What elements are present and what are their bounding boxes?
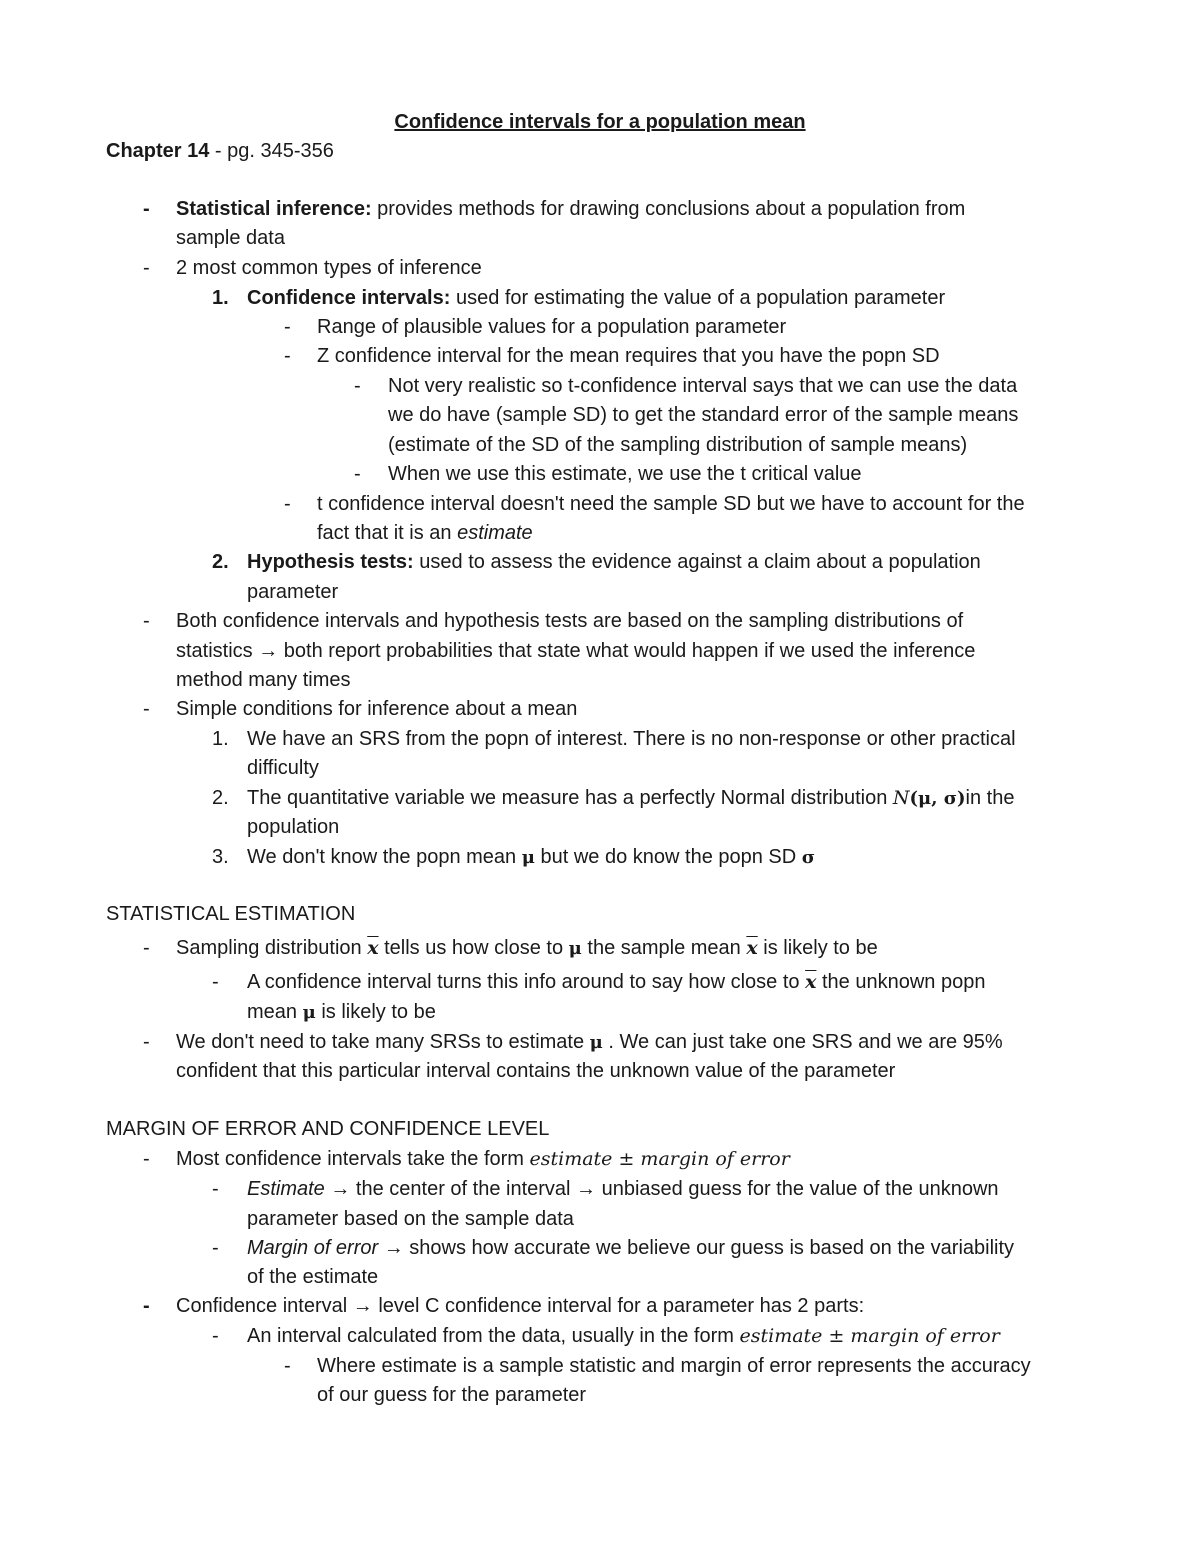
bullet-dash: - (284, 345, 291, 367)
text: The quantitative variable we measure has a perfectly Normal distribution (247, 787, 893, 809)
bullet-form (176, 1145, 790, 1173)
page-title: Confidence intervals for a population mean (394, 111, 806, 133)
list-number: 3. (212, 846, 229, 868)
bullet-dash: - (143, 1031, 150, 1053)
item-hypothesis-tests (247, 548, 981, 576)
math-estimate-margin: estimate ± margin of error (529, 1148, 790, 1170)
definition-text: used to assess the evidence against a claim about a population (413, 551, 981, 573)
item-continuation: parameter (247, 581, 339, 603)
condition-normal-line2: population (247, 816, 340, 838)
subsubitem-where-estimate-line2: of our guess for the parameter (317, 1384, 587, 1406)
bullet-sampling-distribution (176, 934, 878, 963)
subsubitem-where-estimate-line1: Where estimate is a sample statistic and margin of error represents the accuracy (317, 1355, 1031, 1377)
bullet-two-parts: Confidence interval → level C confidence interval for a parameter has 2 parts: (176, 1295, 865, 1317)
math-mu: μ (589, 1032, 603, 1053)
bullet-dash: - (284, 493, 291, 515)
text: We don't need to take many SRSs to estimate (176, 1031, 590, 1053)
heading-statistical-estimation: STATISTICAL ESTIMATION (106, 903, 356, 925)
bullet-dash: - (212, 1325, 219, 1347)
bullet-dash: - (212, 971, 219, 993)
term-confidence-intervals: Confidence intervals: (247, 287, 451, 309)
text: in the (965, 787, 1015, 809)
math-normal: N (892, 787, 910, 809)
list-number: 1. (212, 728, 229, 750)
bullet-dash: - (143, 1295, 150, 1317)
definition-text: provides methods for drawing conclusions about a population from (371, 198, 966, 220)
chapter-label: Chapter 14 (106, 140, 210, 162)
bullet-dash: - (212, 1237, 219, 1259)
text: An interval calculated from the data, usually in the form (247, 1325, 740, 1347)
subsubitem-t-interval-line1: Not very realistic so t-confidence interval says that we can use the data (388, 375, 1018, 397)
text: the sample mean (581, 937, 747, 959)
subitem-margin-line2: of the estimate (247, 1266, 379, 1288)
subitem-z-interval: Z confidence interval for the mean requires that you have the popn SD (317, 345, 940, 367)
heading-margin-of-error: MARGIN OF ERROR AND CONFIDENCE LEVEL (106, 1118, 550, 1140)
item-confidence-intervals (247, 284, 945, 312)
math-mu: μ (302, 1002, 316, 1023)
bullet-continuation: sample data (176, 227, 285, 249)
bullet-dash: - (143, 937, 150, 959)
list-number: 2. (212, 551, 229, 573)
bullet-statistical-inference (176, 195, 965, 223)
subitem-estimate-line1 (247, 1175, 999, 1203)
chapter-pages: - pg. 345-356 (209, 140, 334, 162)
subitem-interval-turns-line1 (247, 968, 985, 996)
subitem-account-estimate-line1: t confidence interval doesn't need the sample SD but we have to account for the (317, 493, 1025, 515)
chapter-reference (106, 137, 334, 165)
condition-srs-line2: difficulty (247, 757, 319, 779)
condition-known-sd (247, 843, 815, 872)
math-estimate-margin: estimate ± margin of error (739, 1325, 1000, 1347)
math-sigma: σ (801, 847, 816, 868)
term-hypothesis-tests: Hypothesis tests: (247, 551, 414, 573)
subitem-plausible-values: Range of plausible values for a population parameter (317, 316, 787, 338)
emphasis: estimate (457, 522, 533, 544)
bullet-dash: - (284, 1355, 291, 1377)
subitem-estimate-line2: parameter based on the sample data (247, 1208, 574, 1230)
bullet-one-srs-line2: confident that this particular interval contains the unknown value of the parameter (176, 1060, 896, 1082)
text: mean (247, 1001, 303, 1023)
text: fact that it is an (317, 522, 458, 544)
condition-normal-line1 (247, 784, 1014, 813)
condition-srs-line1: We have an SRS from the popn of interest. There is no non-response or other practical (247, 728, 1016, 750)
text: Most confidence intervals take the form (176, 1148, 530, 1170)
term-margin-of-error: Margin of error (247, 1237, 379, 1259)
subsubitem-t-interval-line2: we do have (sample SD) to get the standard error of the sample means (388, 404, 1019, 426)
list-number: 2. (212, 787, 229, 809)
bullet-dash: - (143, 257, 150, 279)
bullet-dash: - (284, 316, 291, 338)
text: tells us how close to (378, 937, 569, 959)
list-number: 1. (212, 287, 229, 309)
math-xbar: $\overline{x}$ (805, 971, 817, 993)
subitem-interval-form (247, 1322, 1000, 1350)
bullet-dash: - (354, 463, 361, 485)
text: . We can just take one SRS and we are 95% (602, 1031, 1003, 1053)
bullet-simple-conditions: Simple conditions for inference about a mean (176, 698, 578, 720)
bullet-dash: - (143, 198, 150, 220)
text: → shows how accurate we believe our guess is based on the variability (378, 1237, 1015, 1259)
bullet-sampling-line1: Both confidence intervals and hypothesis tests are based on the sampling distributions of (176, 610, 964, 632)
subsubitem-t-critical: When we use this estimate, we use the t critical value (388, 463, 862, 485)
text: but we do know the popn SD (534, 846, 802, 868)
bullet-dash: - (143, 1148, 150, 1170)
math-mu: μ (521, 847, 535, 868)
bullet-dash: - (212, 1178, 219, 1200)
math-xbar: $\overline{x}$ (746, 937, 758, 959)
text: the unknown popn (816, 971, 986, 993)
term-estimate: Estimate (247, 1178, 325, 1200)
bullet-dash: - (143, 610, 150, 632)
bullet-sampling-line2: statistics → both report probabilities that state what would happen if we used the inference (176, 640, 976, 662)
bullet-dash: - (143, 698, 150, 720)
subitem-margin-line1 (247, 1234, 1014, 1262)
subitem-account-estimate-line2 (317, 519, 533, 547)
subsubitem-t-interval-line3: (estimate of the SD of the sampling distribution of sample means) (388, 434, 968, 456)
math-mu: μ (568, 938, 582, 959)
text: → the center of the interval → unbiased guess for the value of the unknown (324, 1178, 999, 1200)
text: Sampling distribution (176, 937, 368, 959)
bullet-sampling-line3: method many times (176, 669, 351, 691)
definition-text: used for estimating the value of a population parameter (450, 287, 946, 309)
bullet-one-srs-line1 (176, 1028, 1003, 1057)
text: We don't know the popn mean (247, 846, 522, 868)
math-params: (μ, σ) (909, 788, 966, 809)
subitem-interval-turns-line2 (247, 998, 436, 1027)
bullet-types-of-inference: 2 most common types of inference (176, 257, 482, 279)
text: A confidence interval turns this info around to say how close to (247, 971, 806, 993)
bullet-dash: - (354, 375, 361, 397)
term-statistical-inference: Statistical inference: (176, 198, 372, 220)
math-xbar: $\overline{x}$ (367, 937, 379, 959)
text: is likely to be (315, 1001, 436, 1023)
text: is likely to be (757, 937, 878, 959)
